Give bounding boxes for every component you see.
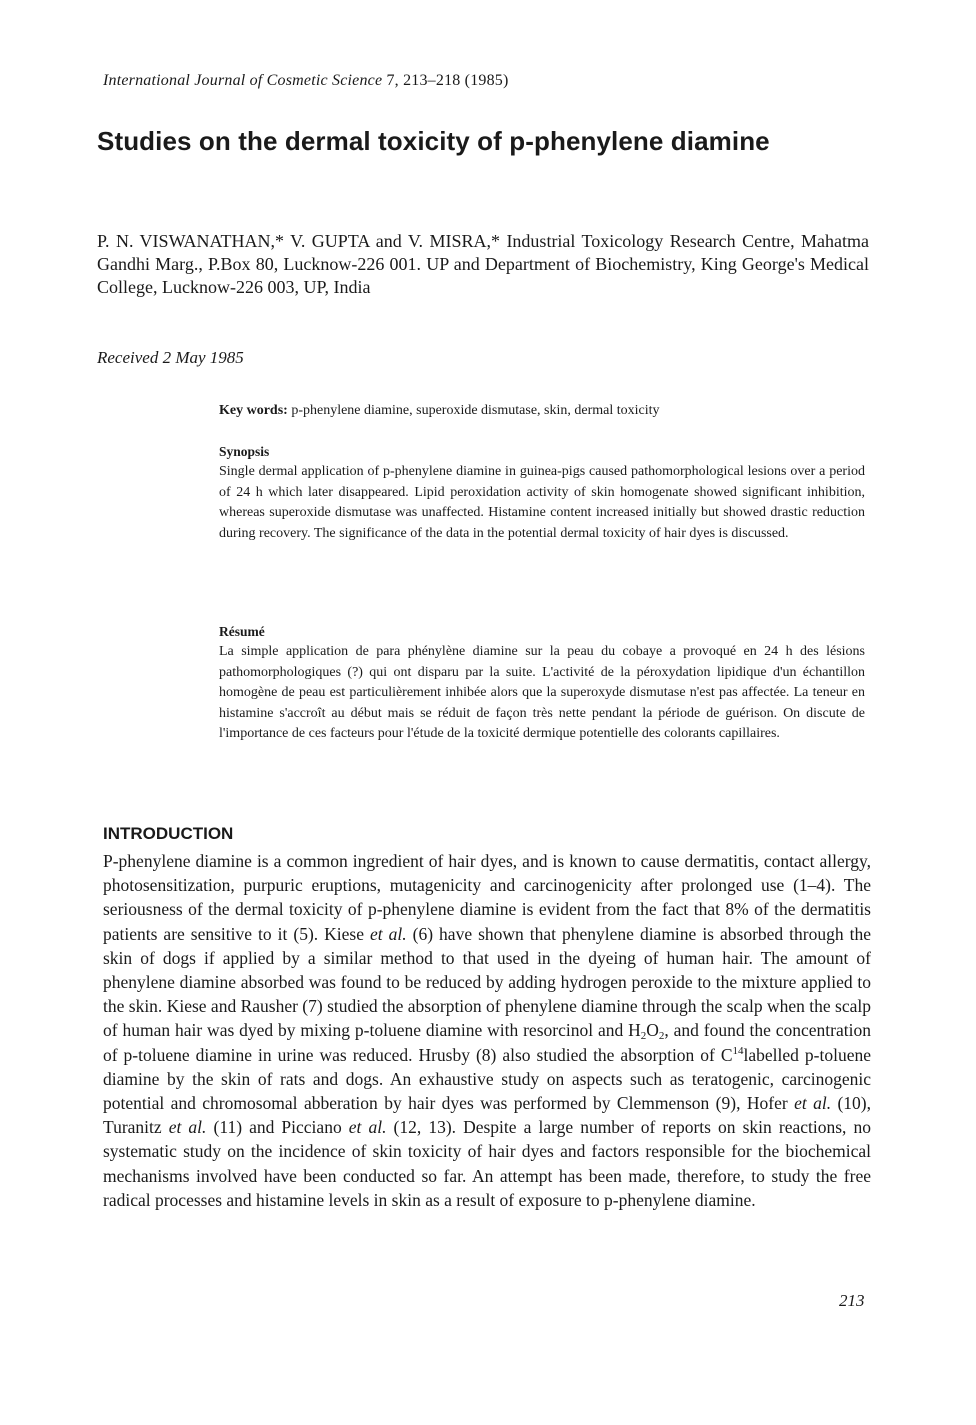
resume-text: La simple application de para phénylène diamine sur la peau du cobaye a provoqué en 24 h des lésions pathomorphologiques (?) qui ont disparu par la suite. L'activité de la péroxydation lipidique d'un échantillon homogène de peau est particulièrement inhibée alors que la superoxyde dismutase n'est pas affectée. La teneur en histamine s'accroît au début mais se réduit de façon très nette pendant la période de guérison. On discute de l'importance de ces facteurs pour l'étude de la toxicité dermique potentielle des colorants capillaires. <box>219 644 865 742</box>
page-number: 213 <box>839 1291 865 1310</box>
keywords <box>219 401 865 422</box>
intro-text-1: P-phenylene diamine is a common ingredient of hair dyes, and is known to cause dermatitis, contact allergy, photosensitization, purpuric eruptions, mutagenicity and carcinogenicity after prolonged use (1–4). The seriousness of the dermal toxicity of p-phenylene diamine is evident from the fact that 8% of the dermatitis patients are sensitive to it (5). Kiese <box>103 851 871 944</box>
journal-name: International Journal of Cosmetic Science <box>103 72 383 89</box>
synopsis-heading: Synopsis <box>219 444 270 459</box>
intro-etal-2: et al. <box>794 1093 832 1114</box>
intro-subscript-1: 2 <box>640 1030 647 1043</box>
intro-text-6: (11) and Picciano <box>206 1117 349 1138</box>
intro-etal-3: et al. <box>168 1117 207 1138</box>
synopsis-text: Single dermal application of p-phenylene diamine in guinea-pigs caused pathomorphological lesions over a period of 24 h which later disappeared. Lipid peroxidation activity of skin homogenate showed significant inhibition, whereas superoxide dismutase was unaffected. Histamine content increased initially but showed drastic reduction during recovery. The significance of the data in the potential dermal toxicity of hair dyes is discussed. <box>219 464 865 541</box>
author-affiliations: P. N. VISWANATHAN,* V. GUPTA and V. MISRA,* Industrial Toxicology Research Centre, Mahatma Gandhi Marg., P.Box 80, Lucknow-226 001. UP and Department of Biochemistry, King George's Medical College, Lucknow-226 003, UP, India <box>97 231 869 297</box>
introduction-heading: INTRODUCTION <box>103 824 234 843</box>
intro-text-7: (12, 13). Despite a large number of reports on skin reactions, no systematic study on the incidence of skin toxicity of hair dyes and factors responsible for the biochemical mechanisms involved have been conducted so far. An attempt has been made, therefore, to study the free radical processes and histamine levels in skin as a result of exposure to p-phenylene diamine. <box>103 1117 871 1210</box>
intro-text-3: , and found the concentration of p-toluene diamine in urine was reduced. Hrusby (8) also studied the absorption of C <box>103 1020 871 1065</box>
article-title: Studies on the dermal toxicity of p-phenylene diamine <box>97 126 770 156</box>
intro-superscript: 14 <box>732 1044 744 1057</box>
intro-etal-1: et al. <box>370 923 407 944</box>
keywords-label: Key words: <box>219 403 288 418</box>
intro-text-5: (10), Turanitz <box>103 1093 872 1138</box>
received-date: Received 2 May 1985 <box>97 348 244 367</box>
introduction-paragraph <box>103 849 871 1212</box>
intro-oxygen: O <box>646 1020 659 1041</box>
intro-text-2: (6) have shown that phenylene diamine is absorbed through the skin of dogs if applied by a similar method to that used in the dyeing of human hair. The amount of phenylene diamine absorbed was found to be reduced by adding hydrogen peroxide to the mixture applied to the skin. Kiese and Rausher (7) studied the absorption of phenylene diamine through the scalp when the scalp of human hair was dyed by mixing p-toluene diamine with resorcinol and H <box>103 923 871 1041</box>
intro-subscript-2: 2 <box>658 1030 665 1043</box>
intro-etal-4: et al. <box>348 1117 387 1138</box>
journal-citation <box>103 72 509 90</box>
intro-text-4: labelled p-toluene diamine by the skin of rats and dogs. An exhaustive study on aspects such as teratogenic, carcinogenic potential and chromosomal abberation by hair dyes was performed by Clemmenson (9), Hofer <box>103 1044 871 1114</box>
keywords-text: p-phenylene diamine, superoxide dismutase, skin, dermal toxicity <box>291 403 660 418</box>
resume-heading: Résumé <box>219 624 265 639</box>
volume-pages: 7, 213–218 (1985) <box>386 72 509 89</box>
